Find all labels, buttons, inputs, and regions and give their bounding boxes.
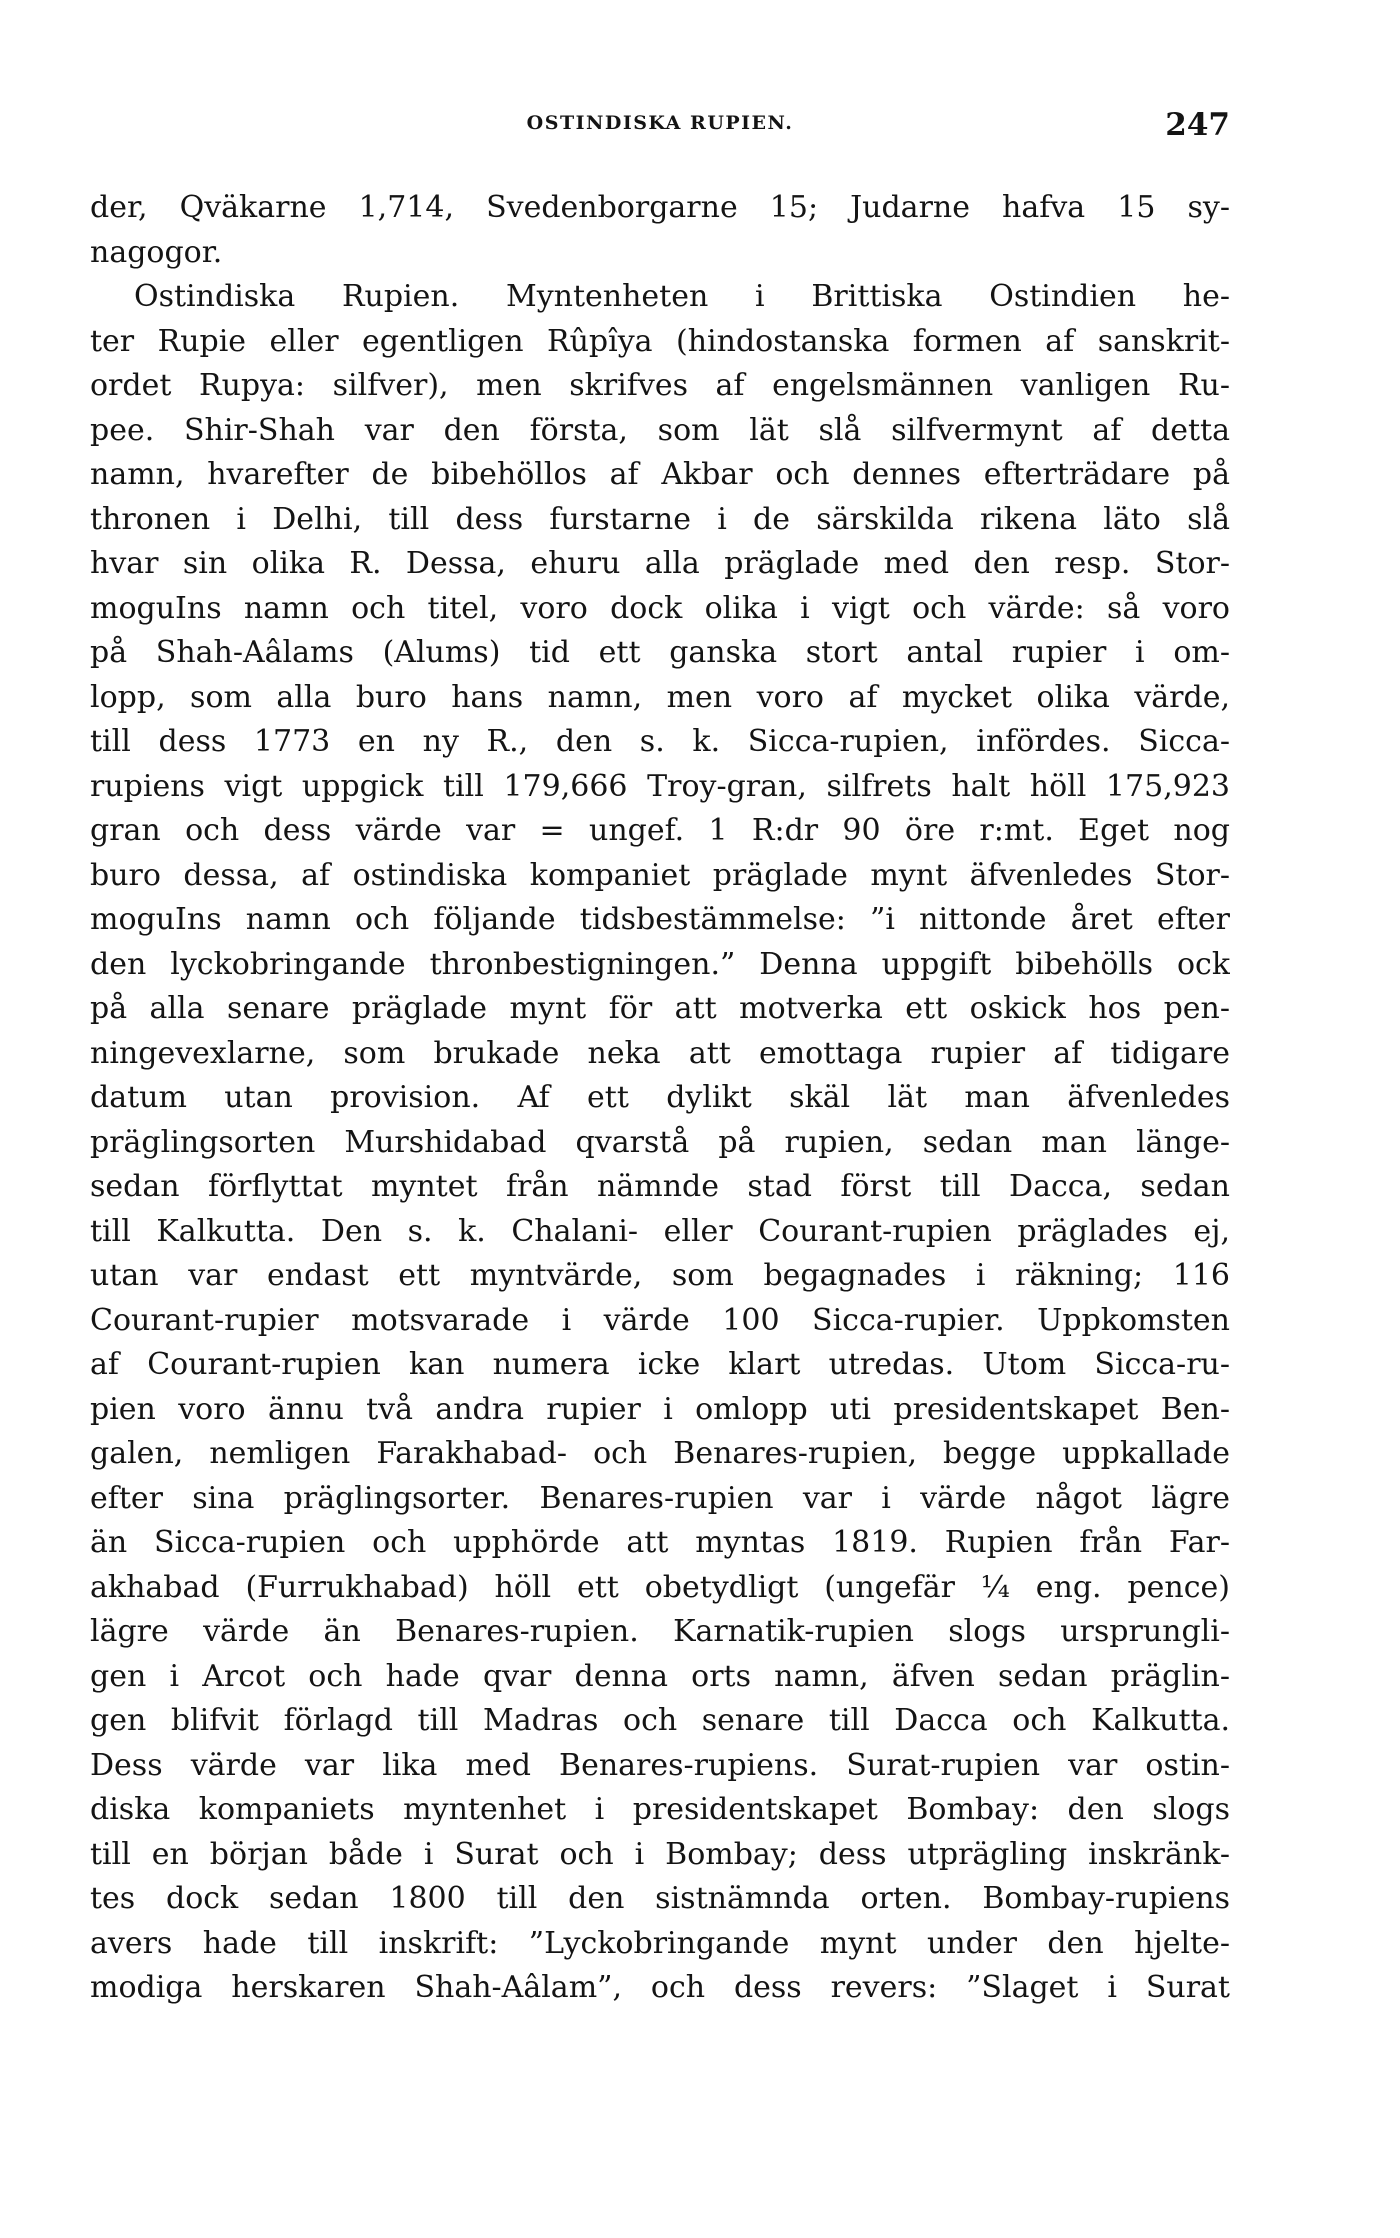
text-line: buro dessa, af ostindiska kompaniet präglade mynt äfvenledes Stor- bbox=[90, 857, 1230, 893]
text-line: på Shah-Aâlams (Alums) tid ett ganska stort antal rupier i om- bbox=[90, 635, 1230, 670]
text-line: moguIns namn och följande tidsbestämmelse: ”i nittonde året efter bbox=[90, 902, 1230, 937]
text-line: Courant-rupier motsvarade i värde 100 Sicca-rupier. Uppkomsten bbox=[90, 1302, 1230, 1338]
text-line: efter sina präglingsorter. Benares-rupien var i värde något lägre bbox=[90, 1480, 1230, 1516]
text-line: gen i Arcot och hade qvar denna orts namn, äfven sedan präglin- bbox=[90, 1658, 1230, 1694]
text-line: hvar sin olika R. Dessa, ehuru alla präglade med den resp. Stor- bbox=[90, 546, 1230, 581]
text-line: tes dock sedan 1800 till den sistnämnda orten. Bombay-rupiens bbox=[90, 1881, 1230, 1916]
text-line: ter Rupie eller egentligen Rûpîya (hindostanska formen af sanskrit- bbox=[90, 323, 1230, 359]
text-line: akhabad (Furrukhabad) höll ett obetydligt (ungefär ¼ eng. pence) bbox=[90, 1569, 1230, 1605]
text-line: till Kalkutta. Den s. k. Chalani- eller Courant-rupien präglades ej, bbox=[90, 1213, 1230, 1249]
text-line: gen blifvit förlagd till Madras och senare till Dacca och Kalkutta. bbox=[90, 1703, 1230, 1738]
text-line: pien voro ännu två andra rupier i omlopp uti presidentskapet Ben- bbox=[90, 1391, 1230, 1427]
text-line: Dess värde var lika med Benares-rupiens. Surat-rupien var ostin- bbox=[90, 1747, 1230, 1783]
running-head: OSTINDISKA RUPIEN. bbox=[526, 112, 794, 134]
text-line: galen, nemligen Farakhabad- och Benares-rupien, begge uppkallade bbox=[90, 1436, 1230, 1471]
text-line: ordet Rupya: silfver), men skrifves af engelsmännen vanligen Ru- bbox=[90, 368, 1230, 403]
text-line: präglingsorten Murshidabad qvarstå på rupien, sedan man länge- bbox=[90, 1124, 1230, 1160]
text-line: pee. Shir-Shah var den första, som lät slå silfvermynt af detta bbox=[90, 412, 1230, 448]
text-line: än Sicca-rupien och upphörde att myntas 1819. Rupien från Far- bbox=[90, 1525, 1230, 1560]
text-line: namn, hvarefter de bibehöllos af Akbar och dennes efterträdare på bbox=[90, 457, 1230, 492]
text-line: lägre värde än Benares-rupien. Karnatik-rupien slogs ursprungli- bbox=[90, 1614, 1230, 1649]
text-line: nagogor. bbox=[90, 234, 223, 270]
text-line: gran och dess värde var = ungef. 1 R:dr 90 öre r:mt. Eget nog bbox=[90, 813, 1230, 848]
section-heading-line: Ostindiska Rupien. Myntenheten i Brittiska Ostindien he- bbox=[134, 279, 1230, 314]
text-line: till en början både i Surat och i Bombay; dess utprägling inskränk- bbox=[90, 1836, 1230, 1872]
text-line: på alla senare präglade mynt för att motverka ett oskick hos pen- bbox=[90, 991, 1230, 1026]
text-line: lopp, som alla buro hans namn, men voro af mycket olika värde, bbox=[90, 679, 1230, 715]
text-line: af Courant-rupien kan numera icke klart utredas. Utom Sicca-ru- bbox=[90, 1347, 1230, 1382]
text-line: den lyckobringande thronbestigningen.” Denna uppgift bibehölls ock bbox=[90, 946, 1230, 982]
text-line: utan var endast ett myntvärde, som begagnades i räkning; 116 bbox=[90, 1258, 1230, 1293]
page-header bbox=[90, 107, 1230, 152]
text-line: thronen i Delhi, till dess furstarne i de särskilda rikena läto slå bbox=[90, 501, 1230, 537]
body-text bbox=[90, 186, 1230, 2011]
text-line: moguIns namn och titel, voro dock olika i vigt och värde: så voro bbox=[90, 590, 1230, 626]
text-line: rupiens vigt uppgick till 179,666 Troy-gran, silfrets halt höll 175,923 bbox=[90, 768, 1230, 804]
page-number: 247 bbox=[1165, 107, 1230, 143]
text-line: avers hade till inskrift: ”Lyckobringande mynt under den hjelte- bbox=[90, 1925, 1230, 1961]
text-line: till dess 1773 en ny R., den s. k. Sicca-rupien, infördes. Sicca- bbox=[90, 724, 1230, 759]
text-line: ningevexlarne, som brukade neka att emottaga rupier af tidigare bbox=[90, 1035, 1230, 1071]
text-line: der, Qväkarne 1,714, Svedenborgarne 15; Judarne hafva 15 sy- bbox=[90, 190, 1230, 225]
text-line: datum utan provision. Af ett dylikt skäl lät man äfvenledes bbox=[90, 1080, 1230, 1115]
text-line: diska kompaniets myntenhet i presidentskapet Bombay: den slogs bbox=[90, 1792, 1230, 1827]
text-line: sedan förflyttat myntet från nämnde stad först till Dacca, sedan bbox=[90, 1169, 1230, 1204]
text-line: modiga herskaren Shah-Aâlam”, och dess revers: ”Slaget i Surat bbox=[90, 1970, 1230, 2005]
